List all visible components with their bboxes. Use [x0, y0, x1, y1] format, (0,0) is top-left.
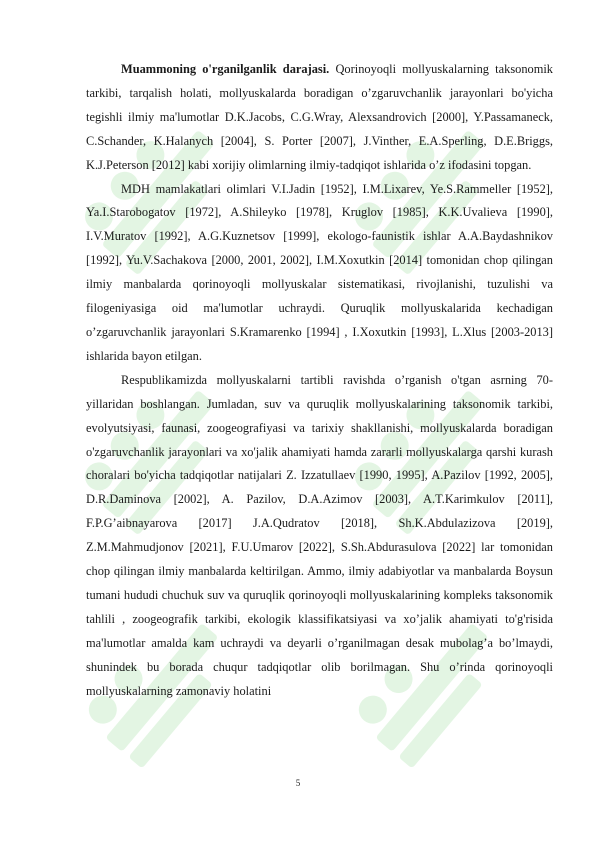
paragraph-text: Respublikamizda mollyuskalarni tartibli ravishda o’rganish o'tgan asrning 70-yillaridan boshlangan. Jumladan, suv va quruqlik mollyuskalarining taksonomik tarkibi, evolyutsiyasi, faunasi, zoogeografiyasi va tarixiy shakllanishi, mollyuskalarda boradigan o'zgaruvchanlik jarayonlari va xo'jalik ahamiyati hamda zararli mollyuskalarga qarshi kurash choralari bo'yicha tadqiqotlar natijalari Z. Izzatullaev [1990, 1995], A.Pazilov [1992, 2005], D.R.Daminova [2002], A. Pazilov, D.A.Azimov [2003], A.T.Karimkulov [2011], F.P.G’aibnayarova [2017] J.A.Qudratov [2018], Sh.K.Abdulazizova [2019], Z.M.Mahmudjonov [2021], F.U.Umarov [2022], S.Sh.Abdurasulova [2022] lar tomonidan chop qilingan ilmiy manbalarda keltirilgan. Ammo, ilmiy adabiyotlar va manbalarda Boysun tumani hududi chuchuk suv va quruqlik qorinoyoqli mollyuskalarining kompleks taksonomik tahlili , zoogeografik tarkibi, ekologik klassifikatsiyasi va xo’jalik ahamiyati to'g'risida ma'lumotlar amalda kam uchraydi va deyarli o’rganilmagan desak mubolag’a bo’lmaydi, shunindek bu borada chuqur tadqiqotlar olib borilmagan. Shu o’rinda qorinoyoqli mollyuskalarning zamonaviy holatini: [86, 372, 553, 698]
paragraph-2: [86, 178, 553, 369]
paragraph-text: Qorinoyoqli mollyuskalarning taksonomik tarkibi, tarqalish holati, mollyuskalarda boradigan o’zgaruvchanlik jarayonlari bo'yicha tegishli ilmiy ma'lumotlar D.K.Jacobs, C.G.Wray, Alexsandrovich [2000], Y.Passamaneck, C.Schander, K.Halanych [2004], S. Porter [2007], J.Vinther, E.A.Sperling, D.E.Briggs, K.J.Peterson [2012] kabi xorijiy olimlarning ilmiy-tadqiqot ishlarida o’z ifodasini topgan.: [86, 62, 554, 172]
paragraph-text: MDH mamlakatlari olimlari V.I.Jadin [1952], I.M.Lixarev, Ye.S.Rammeller [1952], Ya.I.Starobogatov [1972], A.Shileyko [1978], Kruglov [1985], K.K.Uvalieva [1990], I.V.Muratov [1992], A.G.Kuznetsov [1999], ekologo-faunistik ishlar A.A.Baydashnikov [1992], Yu.V.Sachakova [2000, 2001, 2002], I.M.Xoxutkin [2014] tomonidan chop qilingan ilmiy manbalarda qorinoyoqli mollyuskalar sistematikasi, rivojlanishi, tuzulishi va filogeniyasiga oid ma'lumotlar uchraydi. Quruqlik mollyuskalarida kechadigan o’zgaruvchanlik jarayonlari S.Kramarenko [1994] , I.Xoxutkin [1993], L.Xlus [2003-2013] ishlarida bayon etilgan.: [86, 181, 553, 363]
page-number: 5: [295, 778, 301, 788]
body-text: [86, 58, 553, 703]
paragraph-3: [86, 369, 553, 704]
section-heading: Muammoning o'rganilganlik darajasi.: [121, 62, 330, 76]
paragraph-1: [86, 58, 553, 178]
